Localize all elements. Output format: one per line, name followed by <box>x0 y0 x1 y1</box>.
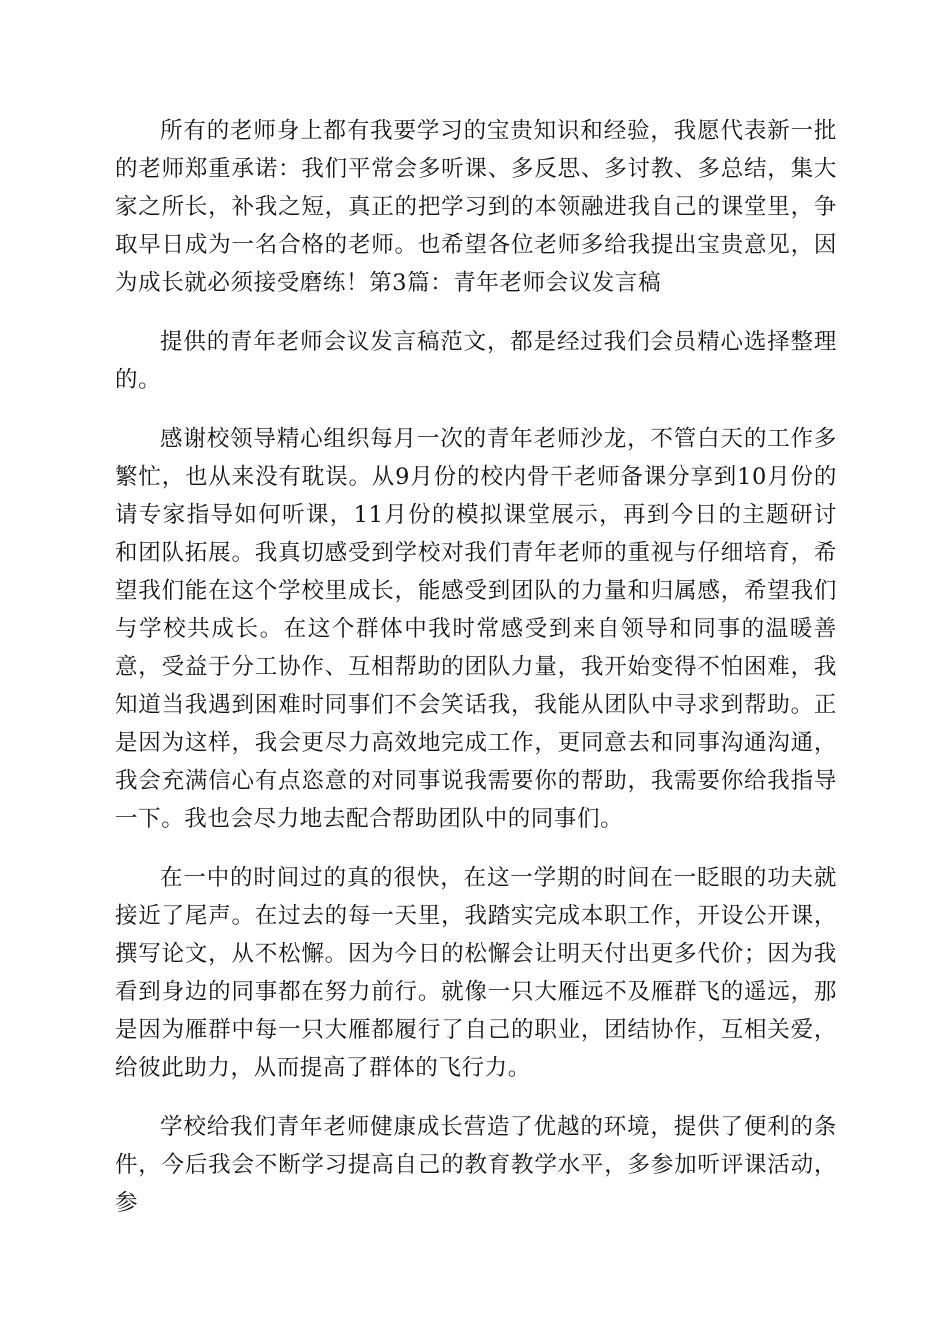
paragraph: 在一中的时间过的真的很快，在这一学期的时间在一眨眼的功夫就接近了尾声。在过去的每一天里，我踏实完成本职工作，开设公开课，撰写论文，从不松懈。因为今日的松懈会让明天付出更多代价；因为我看到身边的同事都在努力前行。就像一只大雁远不及雁群飞的遥远，那是因为雁群中每一只大雁都履行了自己的职业，团结协作，互相关爱，给彼此助力，从而提高了群体的飞行力。 <box>115 865 837 1081</box>
paragraph: 提供的青年老师会议发言稿范文，都是经过我们会员精心选择整理的。 <box>115 329 837 393</box>
paragraph: 学校给我们青年老师健康成长营造了优越的环境，提供了便利的条件，今后我会不断学习提高自己的教育教学水平，多参加听评课活动，参 <box>115 1114 837 1216</box>
paragraph: 感谢校领导精心组织每月一次的青年老师沙龙，不管白天的工作多繁忙，也从来没有耽误。从9月份的校内骨干老师备课分享到10月份的请专家指导如何听课，11月份的模拟课堂展示，再到今日的主题研讨和团队拓展。我真切感受到学校对我们青年老师的重视与仔细培育，希望我们能在这个学校里成长，能感受到团队的力量和归属感，希望我们与学校共成长。在这个群体中我时常感受到来自领导和同事的温暖善意，受益于分工协作、互相帮助的团队力量，我开始变得不怕困难，我知道当我遇到困难时同事们不会笑话我，我能从团队中寻求到帮助。正是因为这样，我会更尽力高效地完成工作，更同意去和同事沟通沟通，我会充满信心有点恣意的对同事说我需要你的帮助，我需要你给我指导一下。我也会尽力地去配合帮助团队中的同事们。 <box>115 426 837 832</box>
document-body <box>115 112 837 1243</box>
paragraph: 所有的老师身上都有我要学习的宝贵知识和经验，我愿代表新一批的老师郑重承诺：我们平常会多听课、多反思、多讨教、多总结，集大家之所长，补我之短，真正的把学习到的本领融进我自己的课堂里，争取早日成为一名合格的老师。也希望各位老师多给我提出宝贵意见，因为成长就必须接受磨练！第3篇：青年老师会议发言稿 <box>115 118 837 296</box>
